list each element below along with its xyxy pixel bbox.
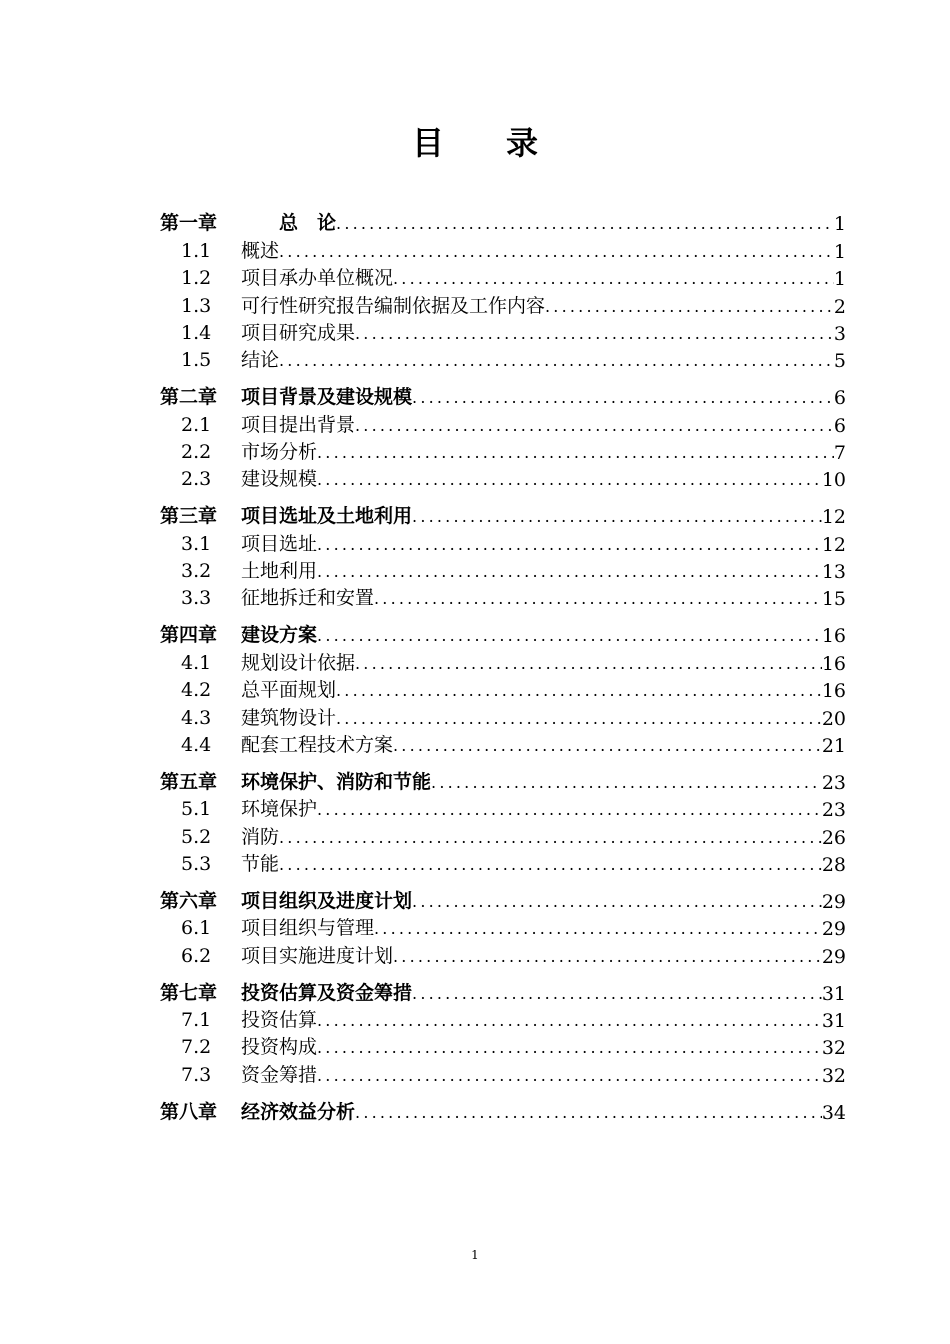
toc-entry-page: 16 — [821, 625, 846, 648]
toc-entry-label — [160, 648, 355, 675]
toc-section-row[interactable] — [160, 702, 846, 729]
toc-entry-page: 29 — [821, 918, 846, 941]
toc-chapter-row[interactable] — [160, 501, 846, 528]
toc-entry-title: 项目承办单位概况 — [241, 267, 394, 290]
toc-entry-title: 土地利用 — [241, 560, 318, 583]
toc-entry-page: 29 — [821, 890, 846, 913]
toc-entry-title: 建设规模 — [241, 468, 318, 491]
toc-entry-label — [160, 1032, 317, 1059]
toc-entry-label — [160, 345, 279, 372]
toc-section-row[interactable] — [160, 409, 846, 436]
toc-section-row[interactable] — [160, 290, 846, 317]
toc-leader-dots — [355, 654, 822, 675]
toc-entry-page: 15 — [821, 588, 846, 611]
toc-section-row[interactable] — [160, 583, 846, 610]
toc-entry-number: 5.1 — [181, 798, 212, 821]
table-of-contents — [160, 208, 846, 1124]
toc-entry-number: 第五章 — [160, 770, 218, 793]
toc-entry-page: 31 — [821, 982, 846, 1005]
toc-entry-label — [160, 556, 317, 583]
toc-entry-title: 资金筹措 — [241, 1063, 318, 1086]
toc-chapter-row[interactable] — [160, 1096, 846, 1123]
toc-entry-number: 4.4 — [181, 733, 212, 756]
toc-entry-label — [160, 822, 279, 849]
toc-entry-label — [160, 767, 431, 794]
toc-chapter-row[interactable] — [160, 382, 846, 409]
toc-entry-number: 第三章 — [160, 505, 218, 528]
toc-entry-label — [160, 849, 279, 876]
toc-leader-dots — [412, 892, 822, 913]
toc-leader-dots — [355, 416, 834, 437]
toc-entry-number: 3.2 — [181, 560, 212, 583]
toc-entry-title: 环境保护 — [241, 798, 318, 821]
toc-entry-page: 12 — [821, 533, 846, 556]
toc-leader-dots — [317, 535, 822, 556]
toc-entry-page: 23 — [821, 799, 846, 822]
toc-leader-dots — [393, 269, 834, 290]
toc-entry-number: 7.2 — [181, 1036, 212, 1059]
toc-entry-page: 1 — [833, 213, 846, 236]
toc-leader-dots — [336, 214, 834, 235]
toc-section-row[interactable] — [160, 263, 846, 290]
toc-entry-number: 2.2 — [181, 441, 212, 464]
toc-entry-number: 第六章 — [160, 889, 218, 912]
toc-entry-title: 配套工程技术方案 — [241, 733, 394, 756]
toc-entry-label — [160, 675, 336, 702]
toc-section-row[interactable] — [160, 675, 846, 702]
toc-entry-label — [160, 464, 317, 491]
toc-entry-title: 规划设计依据 — [241, 651, 356, 674]
toc-entry-label — [160, 318, 355, 345]
toc-leader-dots — [279, 855, 822, 876]
toc-section-row[interactable] — [160, 849, 846, 876]
toc-entry-label — [160, 437, 317, 464]
toc-section-row[interactable] — [160, 913, 846, 940]
toc-entry-page: 23 — [821, 771, 846, 794]
toc-entry-number: 4.2 — [181, 679, 212, 702]
toc-section-row[interactable] — [160, 1005, 846, 1032]
toc-section-row[interactable] — [160, 1059, 846, 1086]
toc-entry-title: 项目选址 — [241, 532, 318, 555]
toc-entry-label — [160, 529, 317, 556]
toc-chapter-row[interactable] — [160, 620, 846, 647]
toc-entry-title: 总 论 — [241, 212, 337, 235]
toc-leader-dots — [279, 242, 834, 263]
toc-title — [0, 118, 950, 164]
toc-entry-page: 13 — [821, 561, 846, 584]
toc-entry-title: 项目组织及进度计划 — [241, 889, 413, 912]
toc-entry-title: 项目实施进度计划 — [241, 944, 394, 967]
toc-entry-label — [160, 978, 412, 1005]
toc-entry-page: 32 — [821, 1064, 846, 1087]
toc-section-row[interactable] — [160, 1032, 846, 1059]
toc-leader-dots — [317, 1038, 822, 1059]
toc-entry-label — [160, 410, 355, 437]
toc-leader-dots — [355, 1103, 822, 1124]
toc-entry-label — [160, 1005, 317, 1032]
toc-entry-page: 1 — [833, 240, 846, 263]
toc-entry-title: 项目提出背景 — [241, 413, 356, 436]
toc-entry-title: 建设方案 — [241, 624, 318, 647]
toc-leader-dots — [317, 626, 822, 647]
toc-entry-label — [160, 583, 374, 610]
toc-section-row[interactable] — [160, 345, 846, 372]
toc-section-row[interactable] — [160, 794, 846, 821]
toc-entry-label — [160, 208, 336, 235]
toc-entry-page: 2 — [833, 295, 846, 318]
toc-entry-label — [160, 620, 317, 647]
toc-entry-number: 第七章 — [160, 981, 218, 1004]
toc-leader-dots — [317, 1011, 822, 1032]
toc-section-row[interactable] — [160, 464, 846, 491]
toc-entry-page: 1 — [833, 268, 846, 291]
toc-entry-label — [160, 382, 412, 409]
toc-entry-label — [160, 886, 412, 913]
toc-leader-dots — [393, 947, 822, 968]
toc-entry-page: 34 — [821, 1101, 846, 1124]
toc-entry-number: 7.3 — [181, 1063, 212, 1086]
toc-entry-label — [160, 291, 545, 318]
toc-entry-number: 2.1 — [181, 413, 212, 436]
toc-entry-number: 6.2 — [181, 944, 212, 967]
toc-entry-number: 1.3 — [181, 294, 212, 317]
toc-leader-dots — [336, 681, 822, 702]
toc-entry-title: 经济效益分析 — [241, 1100, 356, 1123]
toc-leader-dots — [374, 919, 822, 940]
toc-entry-page: 16 — [821, 652, 846, 675]
toc-entry-label — [160, 941, 393, 968]
toc-entry-page: 28 — [821, 853, 846, 876]
toc-entry-number: 5.2 — [181, 825, 212, 848]
toc-leader-dots — [545, 297, 834, 318]
toc-entry-number: 1.4 — [181, 321, 212, 344]
toc-entry-title: 消防 — [241, 825, 280, 848]
toc-entry-title: 项目选址及土地利用 — [241, 505, 413, 528]
toc-entry-label — [160, 794, 317, 821]
toc-entry-label — [160, 730, 393, 757]
toc-chapter-row[interactable] — [160, 766, 846, 793]
toc-entry-number: 7.1 — [181, 1008, 212, 1031]
toc-entry-title: 投资估算 — [241, 1008, 318, 1031]
toc-leader-dots — [374, 589, 822, 610]
toc-title-left: 目 — [411, 124, 444, 162]
toc-entry-number: 3.3 — [181, 587, 212, 610]
toc-leader-dots — [317, 800, 822, 821]
toc-entry-label — [160, 1097, 355, 1124]
toc-section-row[interactable] — [160, 437, 846, 464]
toc-entry-number: 第二章 — [160, 386, 218, 409]
toc-entry-page: 7 — [833, 442, 846, 465]
toc-leader-dots — [317, 443, 834, 464]
toc-entry-number: 第四章 — [160, 624, 218, 647]
toc-entry-page: 16 — [821, 680, 846, 703]
toc-entry-title: 环境保护、消防和节能 — [241, 770, 432, 793]
toc-entry-page: 6 — [833, 387, 846, 410]
toc-leader-dots — [317, 1066, 822, 1087]
toc-entry-number: 6.1 — [181, 917, 212, 940]
toc-entry-title: 市场分析 — [241, 441, 318, 464]
toc-entry-title: 项目研究成果 — [241, 321, 356, 344]
toc-entry-label — [160, 913, 374, 940]
toc-entry-number: 第八章 — [160, 1100, 218, 1123]
toc-entry-page: 20 — [821, 707, 846, 730]
toc-entry-title: 项目背景及建设规模 — [241, 386, 413, 409]
toc-section-row[interactable] — [160, 528, 846, 555]
toc-entry-page: 3 — [833, 322, 846, 345]
toc-entry-number: 5.3 — [181, 852, 212, 875]
toc-leader-dots — [279, 828, 822, 849]
toc-entry-title: 节能 — [241, 852, 280, 875]
toc-entry-number: 4.3 — [181, 706, 212, 729]
toc-entry-title: 投资构成 — [241, 1036, 318, 1059]
toc-leader-dots — [317, 562, 822, 583]
toc-section-row[interactable] — [160, 235, 846, 262]
toc-leader-dots — [317, 470, 822, 491]
toc-leader-dots — [431, 773, 822, 794]
toc-leader-dots — [412, 507, 822, 528]
toc-leader-dots — [336, 709, 822, 730]
toc-section-row[interactable] — [160, 730, 846, 757]
page-number: 1 — [471, 1248, 479, 1262]
toc-section-row[interactable] — [160, 821, 846, 848]
toc-entry-title: 结论 — [241, 349, 280, 372]
toc-entry-label — [160, 1060, 317, 1087]
toc-leader-dots — [279, 351, 834, 372]
toc-chapter-row[interactable] — [160, 208, 846, 235]
toc-entry-number: 3.1 — [181, 532, 212, 555]
toc-section-row[interactable] — [160, 647, 846, 674]
toc-chapter-row[interactable] — [160, 977, 846, 1004]
toc-section-row[interactable] — [160, 556, 846, 583]
toc-entry-label — [160, 263, 393, 290]
toc-entry-title: 概述 — [241, 239, 280, 262]
toc-entry-page: 10 — [821, 469, 846, 492]
toc-entry-title: 可行性研究报告编制依据及工作内容 — [241, 294, 546, 317]
toc-entry-title: 总平面规划 — [241, 679, 337, 702]
toc-entry-title: 投资估算及资金筹措 — [241, 981, 413, 1004]
toc-entry-title: 项目组织与管理 — [241, 917, 375, 940]
toc-entry-label — [160, 501, 412, 528]
toc-chapter-row[interactable] — [160, 885, 846, 912]
toc-entry-page: 6 — [833, 414, 846, 437]
toc-entry-page: 31 — [821, 1009, 846, 1032]
toc-entry-page: 5 — [833, 350, 846, 373]
toc-entry-page: 32 — [821, 1037, 846, 1060]
toc-leader-dots — [412, 388, 834, 409]
toc-section-row[interactable] — [160, 318, 846, 345]
toc-entry-page: 21 — [821, 734, 846, 757]
toc-entry-page: 29 — [821, 945, 846, 968]
toc-entry-number: 第一章 — [160, 212, 218, 235]
toc-entry-number: 1.1 — [181, 239, 212, 262]
toc-leader-dots — [355, 324, 834, 345]
toc-entry-number: 1.2 — [181, 267, 212, 290]
toc-entry-label — [160, 236, 279, 263]
toc-leader-dots — [393, 736, 822, 757]
toc-entry-number: 1.5 — [181, 349, 212, 372]
toc-entry-number: 4.1 — [181, 651, 212, 674]
toc-title-right: 录 — [506, 124, 539, 162]
toc-section-row[interactable] — [160, 940, 846, 967]
toc-entry-page: 12 — [821, 506, 846, 529]
toc-leader-dots — [412, 984, 822, 1005]
toc-entry-page: 26 — [821, 826, 846, 849]
toc-entry-title: 征地拆迁和安置 — [241, 587, 375, 610]
toc-entry-number: 2.3 — [181, 468, 212, 491]
toc-entry-title: 建筑物设计 — [241, 706, 337, 729]
toc-entry-label — [160, 703, 336, 730]
